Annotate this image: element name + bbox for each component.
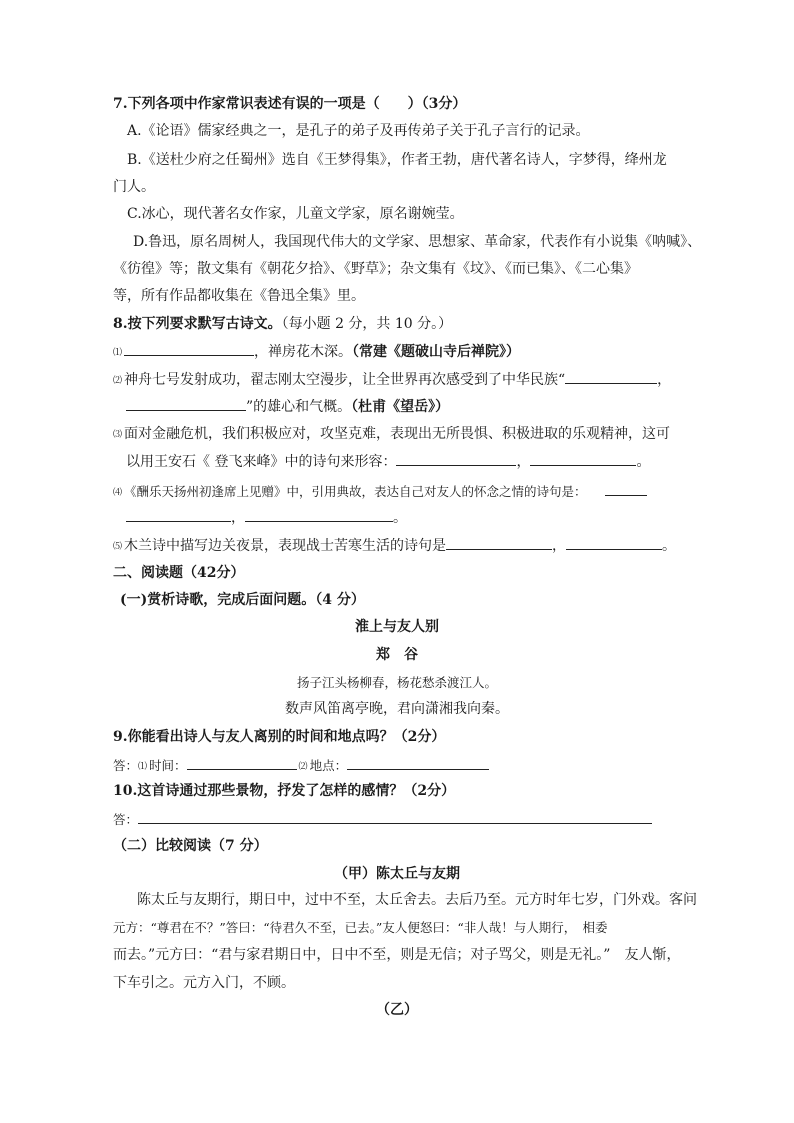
q8-item-4-cont <box>126 507 794 528</box>
part-1-title: (一)赏析诗歌，完成后面问题。（4 分） <box>120 592 365 608</box>
poem-line-2: 数声风笛离亭晚，君向潇湘我向秦。 <box>285 701 509 717</box>
q8-item-1-source: （常建《题破山寺后禅院》） <box>352 344 521 360</box>
passage-line-3: 而去。”元方曰：“君与家君期日中，日中不至，则是无信；对子骂父，则是无礼。” 友人惭， <box>113 947 681 963</box>
time-answer-blank[interactable] <box>187 755 297 770</box>
q8-item-3-number: ⑶ <box>113 430 123 440</box>
q7-option-b-cont: 门人。 <box>113 179 155 195</box>
q8-item-5-text: 木兰诗中描写边关夜景，表现战士苦寒生活的诗句是 <box>124 538 447 554</box>
answer-blank[interactable] <box>530 451 636 466</box>
q8-item-5-number: ⑸ <box>113 542 123 552</box>
q8-item-4 <box>113 481 794 503</box>
q7-option-b: B.《送杜少府之任蜀州》选自《王梦得集》，作者王勃，唐代著名诗人，字梦得，绛州龙 <box>127 152 667 168</box>
q7-option-d: D.鲁迅，原名周树人，我国现代伟大的文学家、思想家、革命家，代表作有小说集《呐喊》、 <box>133 234 702 250</box>
q8-item-3-period: 。 <box>636 454 651 470</box>
poem-title <box>0 617 794 637</box>
answer-blank[interactable] <box>565 369 657 384</box>
q10-title: 10.这首诗通过那些景物，抒发了怎样的感情？（2分） <box>113 783 456 799</box>
q8-item-2-cont-text: ”的雄心和气概。 <box>246 399 352 415</box>
q8-score: （每小题 2 分，共 10 分。） <box>281 316 453 332</box>
answer-blank[interactable] <box>126 507 231 522</box>
q9-num-1: ⑴ <box>138 762 148 772</box>
q7-title: 7.下列各项中作家常识表述有误的一项是（ ）（3分） <box>113 96 467 112</box>
q9-title: 9.你能看出诗人与友人离别的时间和地点吗？（2分） <box>113 729 446 745</box>
q9-time-label: 时间： <box>149 758 187 773</box>
q7-option-c: C.冰心，现代著名女作家，儿童文学家，原名谢婉莹。 <box>127 206 464 222</box>
q8-item-2 <box>113 369 794 391</box>
q8-item-3-text: 面对金融危机，我们积极应对，攻坚克难，表现出无所畏惧、积极进取的乐观精神，这可 <box>124 426 671 442</box>
q10-answer-line <box>113 809 794 830</box>
q8-item-2-cont <box>126 396 794 417</box>
passage-yi-title: （乙） <box>376 1002 418 1018</box>
passage-line-1: 陈太丘与友期行，期日中，过中不至，太丘舍去。去后乃至。元方时年七岁，门外戏。客问 <box>137 892 697 908</box>
answer-blank[interactable] <box>396 451 516 466</box>
q8-item-5-comma: ， <box>552 538 567 554</box>
q7-option-a: A.《论语》儒家经典之一，是孔子的弟子及再传弟子关于孔子言行的记录。 <box>127 123 590 139</box>
q8-item-5 <box>113 535 794 557</box>
q8-item-2-number: ⑵ <box>113 376 123 386</box>
passage-line-2: 元方：“尊君在不？”答曰：“待君久不至，已去。”友人便怒曰：“非人哉！与人期行， 相委 <box>113 920 608 935</box>
q8-item-3-cont-text: 以用王安石《 登飞来峰》中的诗句来形容： <box>126 454 397 470</box>
q8-item-2-source: （杜甫《望岳》） <box>351 399 450 415</box>
q8-item-1-number: ⑴ <box>113 348 123 358</box>
q8-item-1 <box>113 341 794 363</box>
q10-answer-label: 答： <box>113 812 139 827</box>
q8-heading <box>113 314 794 334</box>
place-answer-blank[interactable] <box>347 755 489 770</box>
q9-place-label: 地点： <box>309 758 348 773</box>
q7-option-d-cont2: 等，所有作品都收集在《鲁迅全集》里。 <box>113 288 365 304</box>
q8-item-4-comma: ， <box>231 510 245 526</box>
answer-blank[interactable] <box>245 507 393 522</box>
q8-item-3-comma: ， <box>516 454 531 470</box>
q8-item-2-text: 神舟七号发射成功，翟志刚太空漫步，让全世界再次感受到了中华民族“ <box>124 372 566 388</box>
answer-blank[interactable] <box>446 535 552 550</box>
passage-jia-title: （甲）陈太丘与友期 <box>334 866 460 882</box>
q7-option-d-cont1: 《彷徨》等；散文集有《朝花夕拾》、《野草》；杂文集有《坟》、《而已集》、《二心集》 <box>113 261 638 277</box>
q8-item-3-cont <box>126 451 794 472</box>
q9-answer-label: 答： <box>113 758 139 773</box>
q8-item-1-text: ，禅房花木深。 <box>254 344 353 360</box>
q8-item-4-number: ⑷ <box>113 488 123 498</box>
answer-blank[interactable] <box>138 809 652 824</box>
q8-item-4-period: 。 <box>393 510 407 526</box>
answer-blank[interactable] <box>566 535 662 550</box>
q8-item-5-period: 。 <box>662 538 677 554</box>
q8-item-2-comma: ， <box>657 372 672 388</box>
poem-title-text: 淮上与友人别 <box>355 619 439 635</box>
part-2-title: （二）比较阅读（7 分） <box>113 838 268 854</box>
passage-line-4: 下车引之。元方入门，不顾。 <box>113 975 295 991</box>
q9-num-2: ⑵ <box>298 762 308 772</box>
poem-line-1: 扬子江头杨柳春，杨花愁杀渡江人。 <box>296 675 497 690</box>
q9-answer-line <box>113 755 794 777</box>
q8-title: 8.按下列要求默写古诗文。 <box>113 316 282 332</box>
answer-blank[interactable] <box>126 396 246 411</box>
answer-blank[interactable] <box>124 341 254 356</box>
poem-author: 郑 谷 <box>376 647 418 663</box>
q8-item-3 <box>113 424 794 445</box>
answer-blank[interactable] <box>605 481 647 496</box>
q8-item-4-text: 《酬乐天扬州初逢席上见赠》中，引用典故，表达自己对友人的怀念之情的诗句是： <box>124 484 587 499</box>
section-2-title: 二、阅读题（42分） <box>113 565 245 581</box>
